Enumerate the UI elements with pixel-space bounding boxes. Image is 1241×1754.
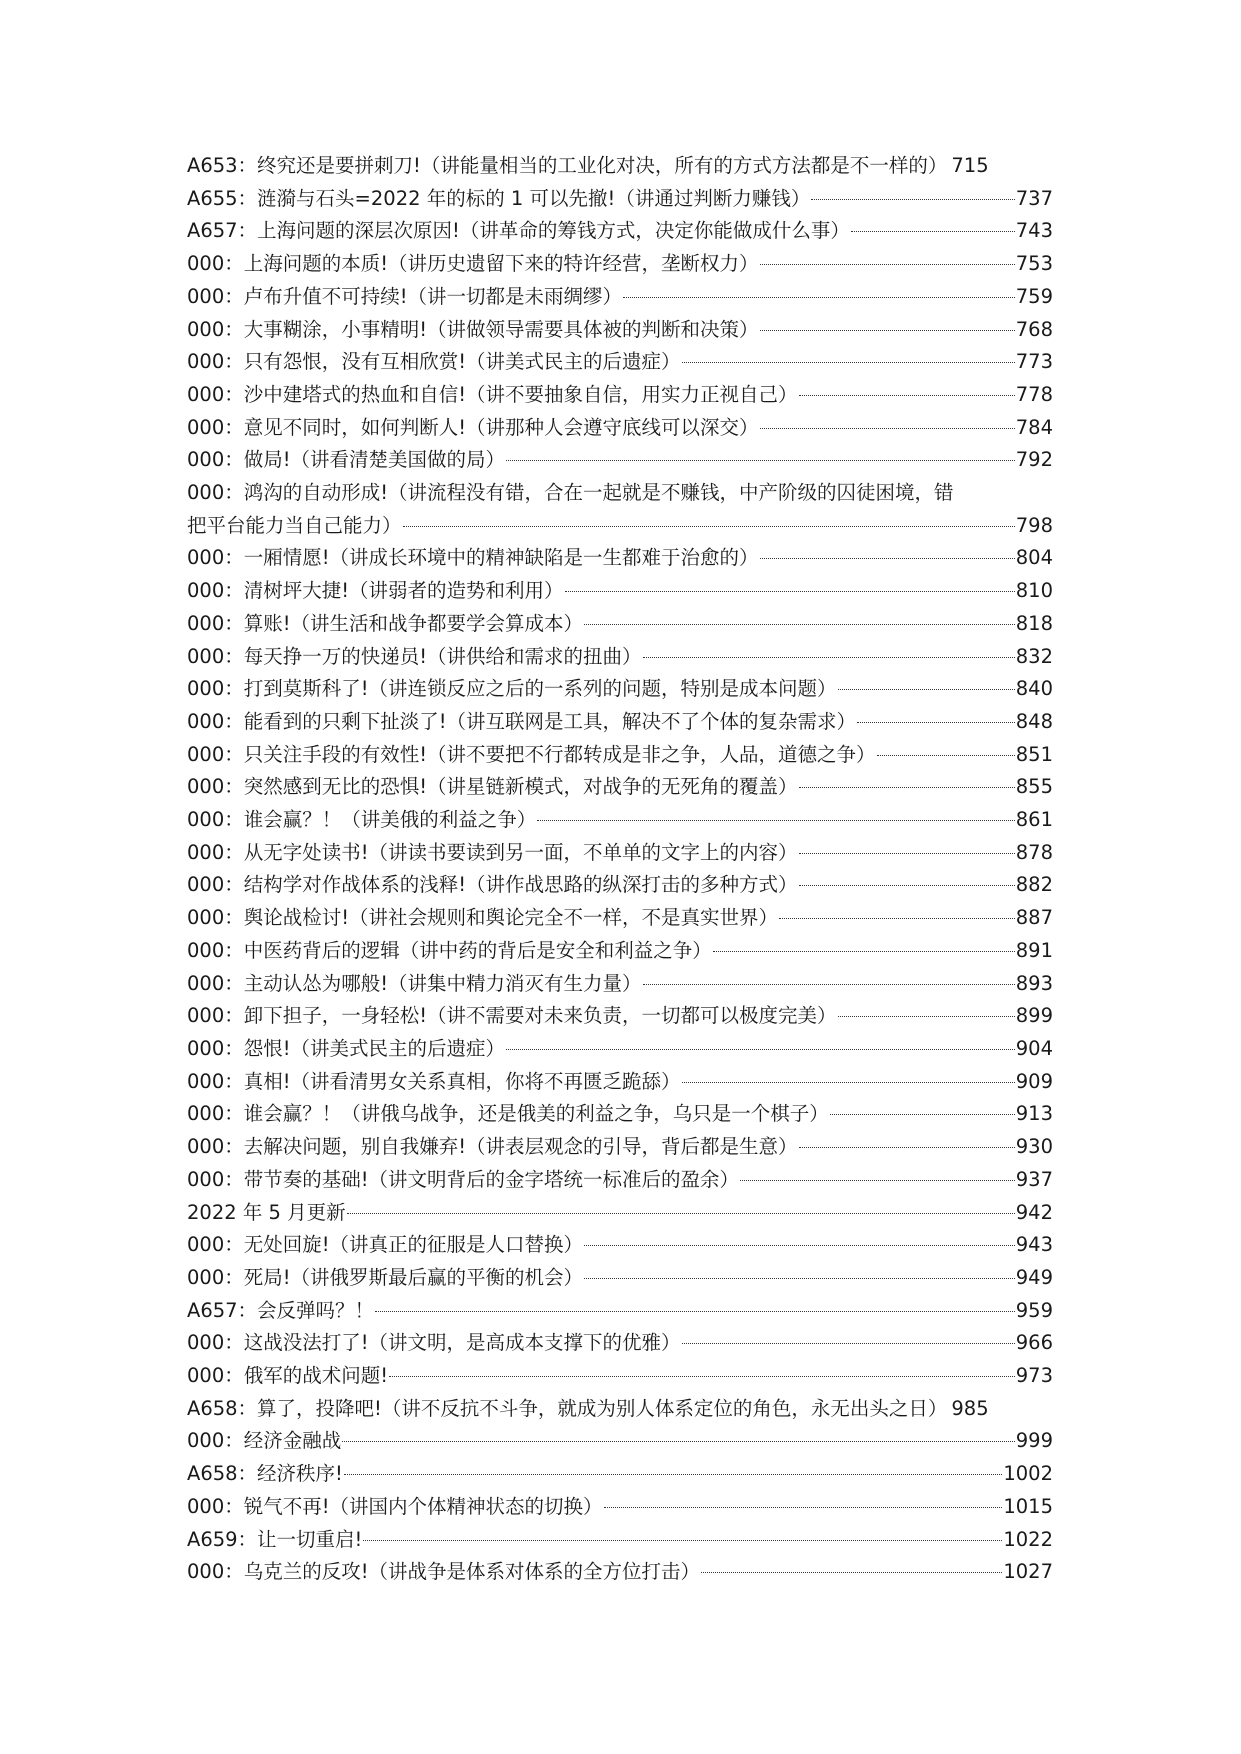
toc-entry[interactable] xyxy=(187,935,1073,968)
toc-entry-page-number: 773 xyxy=(1015,350,1053,374)
toc-dot-leader xyxy=(838,1016,1015,1017)
toc-entry[interactable] xyxy=(187,837,1073,870)
toc-entry-page-number: 737 xyxy=(1015,186,1053,210)
toc-entry[interactable] xyxy=(187,1164,1073,1197)
toc-entry[interactable] xyxy=(187,1000,1073,1033)
toc-entry-title: 000：乌克兰的反攻!（讲战争是体系对体系的全方位打击） xyxy=(187,1560,701,1584)
toc-entry-page-number: 784 xyxy=(1015,415,1053,439)
toc-dot-leader xyxy=(799,395,1015,396)
toc-dot-leader xyxy=(760,330,1015,331)
toc-entry-page-number: 930 xyxy=(1015,1135,1053,1159)
toc-entry-title: A659：让一切重启! xyxy=(187,1527,363,1551)
toc-entry-title: 000：鸿沟的自动形成!（讲流程没有错，合在一起就是不赚钱，中产阶级的囚徒困境，错 xyxy=(187,481,954,505)
toc-dot-leader xyxy=(375,1311,1015,1312)
toc-dot-leader xyxy=(584,624,1015,625)
toc-entry-title: 000：锐气不再!（讲国内个体精神状态的切换） xyxy=(187,1494,603,1518)
toc-entry[interactable] xyxy=(187,869,1073,902)
toc-dot-leader xyxy=(604,1507,1003,1508)
toc-dot-leader xyxy=(830,1114,1015,1115)
toc-entry-title: 000：这战没法打了!（讲文明，是高成本支撑下的优雅） xyxy=(187,1331,681,1355)
toc-dot-leader xyxy=(565,591,1015,592)
toc-dot-leader xyxy=(877,755,1015,756)
toc-entry-page-number: 887 xyxy=(1015,906,1053,930)
toc-dot-leader xyxy=(799,1147,1015,1148)
toc-entry[interactable] xyxy=(187,804,1073,837)
toc-entry-title: 把平台能力当自己能力） xyxy=(187,513,402,537)
toc-dot-leader xyxy=(403,526,1015,527)
toc-entry-title: 000：意见不同时，如何判断人!（讲那种人会遵守底线可以深交） xyxy=(187,415,759,439)
toc-entry[interactable] xyxy=(187,1197,1073,1230)
toc-entry[interactable] xyxy=(187,1491,1073,1524)
toc-entry-page-number: 966 xyxy=(1015,1331,1053,1355)
toc-entry-title: 000：沙中建塔式的热血和自信!（讲不要抽象自信，用实力正视自己） xyxy=(187,382,798,406)
toc-entry-page-number: 1022 xyxy=(1003,1527,1053,1551)
toc-dot-leader xyxy=(347,1213,1015,1214)
toc-entry[interactable] xyxy=(187,1098,1073,1131)
toc-dot-leader xyxy=(799,885,1015,886)
toc-dot-leader xyxy=(682,1343,1015,1344)
toc-entry-page-number: 848 xyxy=(1015,709,1053,733)
toc-entry-page-number: 999 xyxy=(1015,1429,1053,1453)
toc-entry[interactable] xyxy=(187,444,1073,477)
toc-entry-page-number: 937 xyxy=(1015,1167,1053,1191)
toc-entry-page-number: 899 xyxy=(1015,1004,1053,1028)
toc-entry[interactable] xyxy=(187,215,1073,248)
toc-entry[interactable] xyxy=(187,183,1073,216)
toc-entry[interactable] xyxy=(187,739,1073,772)
toc-entry-page-number: 891 xyxy=(1015,938,1053,962)
toc-entry-title: 000：打到莫斯科了!（讲连锁反应之后的一系列的问题，特别是成本问题） xyxy=(187,677,837,701)
toc-entry-title: 000：只关注手段的有效性!（讲不要把不行都转成是非之争，人品，道德之争） xyxy=(187,742,876,766)
toc-entry-page-number: 778 xyxy=(1015,382,1053,406)
toc-entry-page-number: 1015 xyxy=(1003,1494,1053,1518)
toc-entry-title: 000：只有怨恨，没有互相欣赏!（讲美式民主的后遗症） xyxy=(187,350,681,374)
toc-entry-page-number: 942 xyxy=(1015,1200,1053,1224)
toc-entry-page-number: 913 xyxy=(1015,1102,1053,1126)
toc-entry-page-number: 792 xyxy=(1015,448,1053,472)
toc-entry-page-number: 743 xyxy=(1015,219,1053,243)
toc-dot-leader xyxy=(851,231,1015,232)
toc-entry[interactable] xyxy=(187,608,1073,641)
toc-entry[interactable] xyxy=(187,1131,1073,1164)
toc-entry-page-number: 943 xyxy=(1015,1233,1053,1257)
toc-entry-title: A655：涟漪与石头=2022 年的标的 1 可以先撤!（讲通过判断力赚钱） xyxy=(187,186,811,210)
toc-entry-page-number: 753 xyxy=(1015,252,1053,276)
toc-entry-title: 000：经济金融战 xyxy=(187,1429,342,1453)
toc-entry-page-number: 1002 xyxy=(1003,1462,1053,1486)
toc-entry[interactable] xyxy=(187,412,1073,445)
toc-dot-leader xyxy=(537,820,1015,821)
toc-dot-leader xyxy=(779,918,1015,919)
toc-entry[interactable] xyxy=(187,706,1073,739)
toc-entry[interactable] xyxy=(187,575,1073,608)
toc-entry-page-number: 1027 xyxy=(1003,1560,1053,1584)
toc-entry-page-number: 985 xyxy=(951,1396,989,1420)
toc-entry[interactable] xyxy=(187,1360,1073,1393)
toc-dot-leader xyxy=(682,1082,1015,1083)
toc-entry-title: 000：俄军的战术问题! xyxy=(187,1364,389,1388)
toc-entry-title: 000：每天挣一万的快递员!（讲供给和需求的扭曲） xyxy=(187,644,642,668)
toc-entry-title: 000：清树坪大捷!（讲弱者的造势和利用） xyxy=(187,579,564,603)
toc-entry-page-number: 855 xyxy=(1015,775,1053,799)
toc-entry-page-number: 882 xyxy=(1015,873,1053,897)
toc-entry-title: A658：算了，投降吧!（讲不反抗不斗争，就成为别人体系定位的角色，永无出头之日） xyxy=(187,1396,948,1420)
toc-entry-page-number: 818 xyxy=(1015,611,1053,635)
toc-dot-leader xyxy=(506,460,1015,461)
toc-dot-leader xyxy=(506,1049,1015,1050)
toc-entry-page-number: 759 xyxy=(1015,284,1053,308)
toc-entry[interactable] xyxy=(187,379,1073,412)
toc-entry-title: 000：能看到的只剩下扯淡了!（讲互联网是工具，解决不了个体的复杂需求） xyxy=(187,709,857,733)
toc-entry-title: 000：一厢情愿!（讲成长环境中的精神缺陷是一生都难于治愈的） xyxy=(187,546,759,570)
toc-dot-leader xyxy=(857,722,1015,723)
toc-entry-page-number: 973 xyxy=(1015,1364,1053,1388)
toc-entry[interactable] xyxy=(187,1393,1073,1426)
toc-dot-leader xyxy=(713,951,1015,952)
toc-entry-page-number: 768 xyxy=(1015,317,1053,341)
toc-entry-title: A657：上海问题的深层次原因!（讲革命的筹钱方式，决定你能做成什么事） xyxy=(187,219,850,243)
toc-entry[interactable] xyxy=(187,1066,1073,1099)
toc-entry[interactable] xyxy=(187,641,1073,674)
toc-entry-page-number: 949 xyxy=(1015,1265,1053,1289)
toc-entry[interactable] xyxy=(187,314,1073,347)
toc-dot-leader xyxy=(623,297,1015,298)
toc-entry-title: 000：突然感到无比的恐惧!（讲星链新模式，对战争的无死角的覆盖） xyxy=(187,775,798,799)
toc-dot-leader xyxy=(811,199,1014,200)
toc-entry[interactable] xyxy=(187,1262,1073,1295)
toc-entry-title: 000：主动认怂为哪般!（讲集中精力消灭有生力量） xyxy=(187,971,642,995)
toc-entry-title: 000：卢布升值不可持续!（讲一切都是未雨绸缪） xyxy=(187,284,623,308)
toc-entry-title: 000：怨恨!（讲美式民主的后遗症） xyxy=(187,1036,506,1060)
toc-entry-page-number: 904 xyxy=(1015,1036,1053,1060)
toc-entry-title: 000：舆论战检讨!（讲社会规则和舆论完全不一样，不是真实世界） xyxy=(187,906,779,930)
toc-entry-title: 000：死局!（讲俄罗斯最后赢的平衡的机会） xyxy=(187,1265,584,1289)
toc-entry-page-number: 832 xyxy=(1015,644,1053,668)
toc-entry[interactable] xyxy=(187,1229,1073,1262)
toc-entry-title: 000：谁会赢？！（讲俄乌战争，还是俄美的利益之争，乌只是一个棋子） xyxy=(187,1102,829,1126)
toc-entry[interactable] xyxy=(187,1033,1073,1066)
toc-entry-page-number: 798 xyxy=(1015,513,1053,537)
toc-entry-page-number: 810 xyxy=(1015,579,1053,603)
toc-entry-title: 000：上海问题的本质!（讲历史遗留下来的特许经营，垄断权力） xyxy=(187,252,759,276)
toc-dot-leader xyxy=(760,428,1015,429)
toc-dot-leader xyxy=(799,787,1015,788)
toc-dot-leader xyxy=(701,1572,1002,1573)
toc-entry[interactable] xyxy=(187,1295,1073,1328)
toc-dot-leader xyxy=(740,1180,1015,1181)
table-of-contents xyxy=(187,150,1073,1589)
toc-entry[interactable] xyxy=(187,968,1073,1001)
toc-dot-leader xyxy=(389,1376,1015,1377)
toc-dot-leader xyxy=(682,362,1015,363)
toc-entry[interactable] xyxy=(187,1327,1073,1360)
toc-entry[interactable] xyxy=(187,1458,1073,1491)
toc-entry-title: 000：做局!（讲看清楚美国做的局） xyxy=(187,448,506,472)
toc-dot-leader xyxy=(643,984,1015,985)
toc-entry-title: 000：真相!（讲看清男女关系真相，你将不再匮乏跪舔） xyxy=(187,1069,681,1093)
toc-dot-leader xyxy=(342,1441,1015,1442)
toc-entry-title: 2022 年 5 月更新 xyxy=(187,1200,346,1224)
toc-entry[interactable] xyxy=(187,248,1073,281)
toc-entry-title: 000：从无字处读书!（讲读书要读到另一面，不单单的文字上的内容） xyxy=(187,840,798,864)
toc-entry-page-number: 878 xyxy=(1015,840,1053,864)
toc-dot-leader xyxy=(584,1278,1015,1279)
toc-entry[interactable] xyxy=(187,1524,1073,1557)
toc-dot-leader xyxy=(363,1540,1002,1541)
toc-entry-page-number: 851 xyxy=(1015,742,1053,766)
toc-dot-leader xyxy=(799,853,1015,854)
toc-dot-leader xyxy=(643,657,1015,658)
toc-entry-title: 000：大事糊涂，小事精明!（讲做领导需要具体被的判断和决策） xyxy=(187,317,759,341)
toc-entry[interactable] xyxy=(187,346,1073,379)
toc-dot-leader xyxy=(760,264,1015,265)
toc-dot-leader xyxy=(344,1474,1002,1475)
toc-entry-title: 000：中医药背后的逻辑（讲中药的背后是安全和利益之争） xyxy=(187,938,712,962)
toc-entry-page-number: 893 xyxy=(1015,971,1053,995)
toc-entry-page-number: 959 xyxy=(1015,1298,1053,1322)
toc-entry-title: 000：卸下担子，一身轻松!（讲不需要对未来负责，一切都可以极度完美） xyxy=(187,1004,837,1028)
toc-dot-leader xyxy=(760,558,1015,559)
toc-entry-title: 000：去解决问题，别自我嫌弃!（讲表层观念的引导，背后都是生意） xyxy=(187,1135,798,1159)
toc-entry[interactable] xyxy=(187,1556,1073,1589)
toc-entry[interactable] xyxy=(187,771,1073,804)
toc-entry[interactable] xyxy=(187,281,1073,314)
toc-entry-title: 000：带节奏的基础!（讲文明背后的金字塔统一标准后的盈余） xyxy=(187,1167,740,1191)
toc-entry[interactable] xyxy=(187,150,1073,183)
toc-dot-leader xyxy=(838,689,1015,690)
toc-entry-title: 000：无处回旋!（讲真正的征服是人口替换） xyxy=(187,1233,584,1257)
toc-entry[interactable] xyxy=(187,902,1073,935)
toc-entry-title: 000：结构学对作战体系的浅释!（讲作战思路的纵深打击的多种方式） xyxy=(187,873,798,897)
toc-entry-title: 000：算账!（讲生活和战争都要学会算成本） xyxy=(187,611,584,635)
toc-entry-title: 000：谁会赢？！（讲美俄的利益之争） xyxy=(187,808,537,832)
toc-dot-leader xyxy=(584,1245,1015,1246)
toc-entry-page-number: 909 xyxy=(1015,1069,1053,1093)
toc-entry[interactable] xyxy=(187,477,1073,542)
toc-entry[interactable] xyxy=(187,673,1073,706)
toc-entry[interactable] xyxy=(187,1425,1073,1458)
toc-entry-page-number: 715 xyxy=(951,154,989,177)
toc-entry-title: A657：会反弹吗？！ xyxy=(187,1298,375,1322)
toc-entry-page-number: 804 xyxy=(1015,546,1053,570)
toc-entry-title: A653：终究还是要拼刺刀!（讲能量相当的工业化对决，所有的方式方法都是不一样的） xyxy=(187,154,948,177)
toc-entry-title: A658：经济秩序! xyxy=(187,1462,343,1486)
toc-entry[interactable] xyxy=(187,542,1073,575)
toc-entry-page-number: 861 xyxy=(1015,808,1053,832)
toc-entry-page-number: 840 xyxy=(1015,677,1053,701)
